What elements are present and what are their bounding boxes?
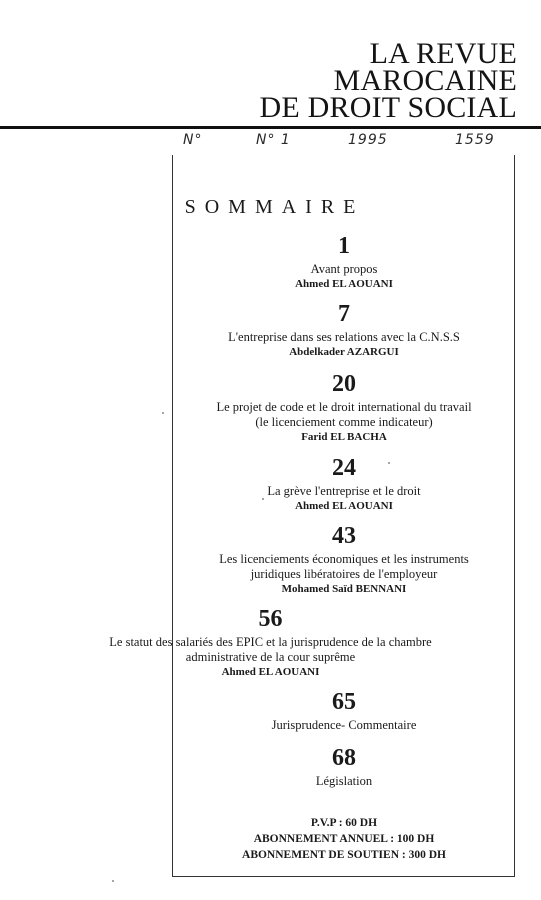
scan-speck (388, 462, 390, 464)
toc-article-title: Jurisprudence- Commentaire (271, 718, 417, 732)
handwritten-catalog-number: 1559 (455, 132, 495, 148)
toc-article-title-line-1: Le statut des salariés des EPIC et la jurisprudence de la chambre (109, 635, 432, 649)
scan-speck (162, 412, 164, 414)
toc-article-title: L'entreprise dans ses relations avec la C.N.S.S (228, 330, 460, 344)
toc-entry (0, 605, 541, 679)
toc-article-title-line-2: juridiques libératoires de l'employeur (250, 567, 438, 581)
toc-page-number: 24 (332, 455, 356, 481)
price-annual-subscription: ABONNEMENT ANNUEL : 100 DH (253, 833, 435, 845)
toc-page-number: 1 (338, 233, 350, 259)
toc-author: Abdelkader AZARGUI (289, 346, 399, 358)
price-support-subscription: ABONNEMENT DE SOUTIEN : 300 DH (242, 849, 446, 861)
toc-page-number: 7 (338, 301, 350, 327)
toc-article-title-line-2: administrative de la cour suprême (185, 650, 356, 664)
toc-page-number: 68 (332, 745, 356, 771)
toc-author: Farid EL BACHA (301, 431, 387, 443)
header-rule (0, 126, 541, 129)
price-block (170, 815, 518, 863)
toc-article-title-line-1: Les licenciements économiques et les instruments (219, 552, 469, 566)
toc-article-title: Avant propos (310, 262, 378, 276)
handwritten-issue-number: N° 1 (256, 132, 291, 148)
toc-article-title: La grève l'entreprise et le droit (267, 484, 421, 498)
toc-article-title: Législation (315, 774, 373, 788)
toc-author: Ahmed EL AOUANI (295, 500, 393, 512)
toc-heading: SOMMAIRE (184, 196, 365, 218)
masthead-line-1: LA REVUE (369, 37, 517, 70)
handwritten-year: 1995 (348, 132, 388, 148)
toc-page-number: 20 (332, 371, 356, 397)
journal-masthead (259, 37, 517, 124)
toc-entry (170, 370, 518, 444)
scan-speck (262, 498, 264, 500)
toc-page-number: 65 (332, 689, 356, 715)
toc-article-title-line-2: (le licenciement comme indicateur) (255, 415, 433, 429)
masthead-line-3: DE DROIT SOCIAL (259, 91, 517, 124)
toc-entry (170, 300, 518, 359)
toc-author: Ahmed EL AOUANI (221, 666, 320, 678)
toc-entry (170, 744, 518, 789)
toc-page-number: 43 (332, 523, 356, 549)
toc-entry (170, 688, 518, 733)
masthead-line-2: MAROCAINE (333, 64, 517, 97)
toc-entry (170, 522, 518, 596)
toc-entry (170, 232, 518, 291)
toc-author: Mohamed Saïd BENNANI (281, 583, 407, 595)
toc-entry (170, 454, 518, 513)
price-pvp: P.V.P : 60 DH (310, 817, 378, 829)
scan-speck (112, 880, 114, 882)
toc-page-number: 56 (258, 606, 283, 632)
toc-author: Ahmed EL AOUANI (295, 278, 393, 290)
handwritten-mark: N° (183, 132, 203, 148)
toc-article-title-line-1: Le projet de code et le droit international du travail (216, 400, 472, 414)
